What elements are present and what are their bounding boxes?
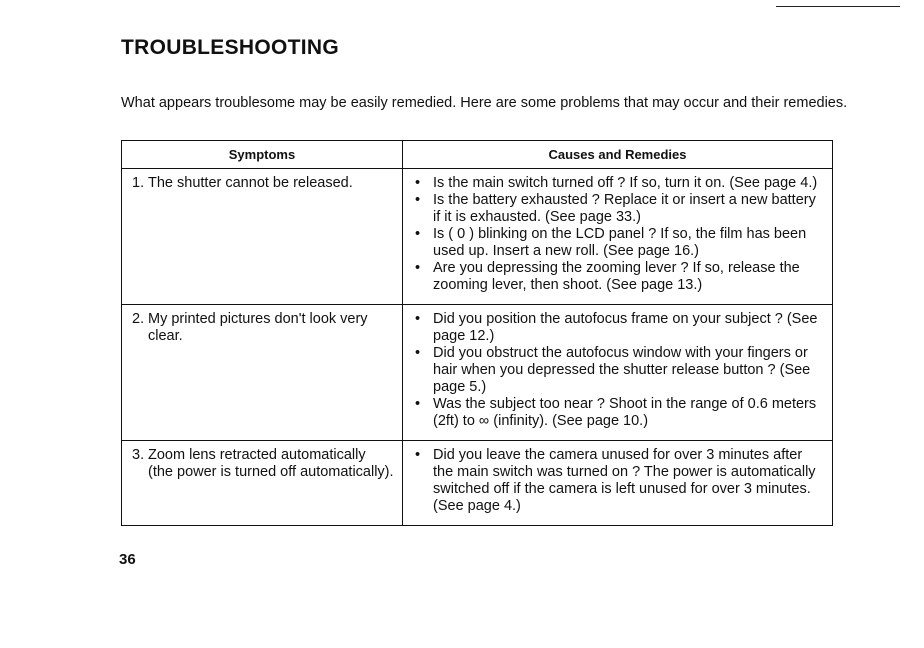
remedy-list — [415, 175, 824, 294]
remedy-text: Did you position the autofocus frame on your subject ? (See page 12.) — [433, 311, 818, 344]
list-item — [415, 260, 824, 294]
list-item — [415, 345, 824, 396]
remedy-cell — [403, 169, 833, 305]
bullet-icon: • — [415, 311, 421, 327]
symptom-cell — [122, 305, 403, 441]
remedy-text: Is the battery exhausted ? Replace it or insert a new battery if it is exhausted. (See page 33.) — [433, 192, 816, 225]
remedy-text: Are you depressing the zooming lever ? If so, release the zooming lever, then shoot. (See page 13.) — [433, 260, 800, 293]
symptom-text: Zoom lens retracted automatically (the power is turned off automatically). — [148, 447, 394, 480]
bullet-icon: • — [415, 396, 421, 412]
list-item — [415, 311, 824, 345]
remedy-text: Did you leave the camera unused for over 3 minutes after the main switch was turned on ? The power is automatically switched off if the camera is left unused for over 3 minutes. (See page 4.) — [433, 447, 816, 514]
top-rule — [776, 6, 900, 7]
list-item — [415, 447, 824, 515]
bullet-icon: • — [415, 260, 421, 276]
remedy-text: Is the main switch turned off ? If so, turn it on. (See page 4.) — [433, 175, 818, 191]
list-item — [415, 192, 824, 226]
remedy-text: Is ( 0 ) blinking on the LCD panel ? If so, the film has been used up. Insert a new roll. (See page 16.) — [433, 226, 807, 259]
table-row — [122, 441, 833, 526]
list-item — [415, 175, 824, 192]
troubleshooting-table — [121, 140, 833, 526]
bullet-icon: • — [415, 175, 421, 191]
remedy-cell — [403, 441, 833, 526]
list-item — [415, 226, 824, 260]
symptom-number: 2. — [132, 311, 145, 327]
symptom-cell — [122, 441, 403, 526]
remedy-text: Was the subject too near ? Shoot in the range of 0.6 meters (2ft) to ∞ (infinity). (See page 10.) — [433, 396, 817, 429]
table-row — [122, 169, 833, 305]
page-number: 36 — [119, 551, 136, 568]
symptom-cell — [122, 169, 403, 305]
list-item — [415, 396, 824, 430]
bullet-icon: • — [415, 345, 421, 361]
page-title: TROUBLESHOOTING — [121, 36, 339, 59]
remedy-text: Did you obstruct the autofocus window with your fingers or hair when you depressed the shutter release button ? (See page 5.) — [433, 345, 811, 395]
causes-header: Causes and Remedies — [403, 141, 833, 169]
remedy-list — [415, 311, 824, 430]
bullet-icon: • — [415, 447, 421, 463]
remedy-list — [415, 447, 824, 515]
symptom-number: 1. — [132, 175, 145, 191]
symptom-text: The shutter cannot be released. — [148, 175, 353, 191]
table-header-row — [122, 141, 833, 169]
bullet-icon: • — [415, 226, 421, 242]
symptoms-header: Symptoms — [122, 141, 403, 169]
bullet-icon: • — [415, 192, 421, 208]
symptom-text: My printed pictures don't look very clear. — [148, 311, 368, 344]
intro-text: What appears troublesome may be easily remedied. Here are some problems that may occur and their remedies. — [121, 95, 848, 111]
table-row — [122, 305, 833, 441]
remedy-cell — [403, 305, 833, 441]
symptom-number: 3. — [132, 447, 145, 463]
